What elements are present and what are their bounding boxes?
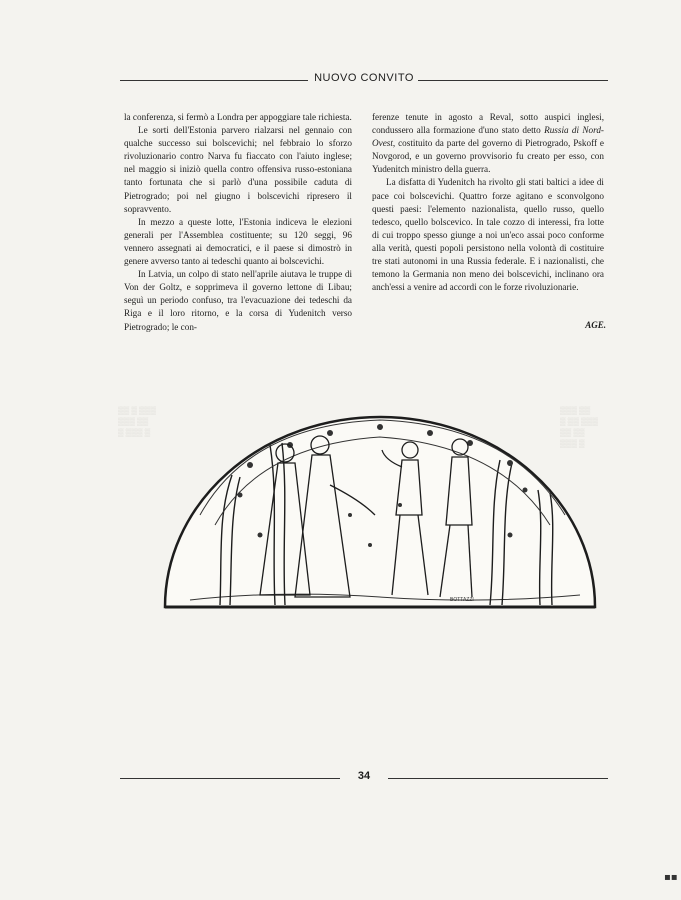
show-through-text: ▒▒▒ ▒▒ ▒ ▒▒ ▒▒▒ ▒▒ ▒▒ ▒▒▒ ▒ — [560, 406, 599, 448]
illustrator-signature: BOTTAZZI — [450, 597, 474, 603]
page-number: 34 — [357, 770, 371, 782]
header-rule-left — [120, 80, 308, 81]
show-through-text: ▒▒ ▒ ▒▒▒ ▒▒▒ ▒▒ ▒ ▒▒▒ ▒ — [118, 406, 157, 437]
paragraph: In mezzo a queste lotte, l'Estonia indiceva le elezioni generali per l'Assemblea costituente; su 120 seggi, 96 vennero assegnati ai democratici, e il paese si dimostrò in genere avverso tanto ai tedeschi quanto ai bolscevichi. — [124, 216, 352, 267]
author-signature: AGE. — [585, 320, 606, 330]
italic-term: Russia di Nord-Ovest — [372, 125, 604, 149]
footer-rule-right — [388, 778, 608, 779]
paragraph: la conferenza, si fermò a Londra per appoggiare tale richiesta. — [124, 112, 352, 122]
decorative-illustration — [160, 405, 600, 615]
journal-title: NUOVO CONVITO — [314, 72, 414, 84]
paragraph-text: ferenze tenute in agosto a Reval, sotto auspici inglesi, condussero alla formazione d'uno stato detto — [372, 112, 604, 136]
paragraph: Le sorti dell'Estonia parvero rialzarsi nel gennaio con qualche successo sui bolscevichi; nel febbraio lo sforzo rivoluzionario contro Narva fu fiaccato con l'aiuto inglese; nel maggio si iniziò quella contro offensiva russo-estoniana tanto fortunata che si parlò d'una possibile caduta di Pietrogrado; poi nel giugno i bolscevichi ripresero il sopravvento. — [124, 125, 352, 214]
left-column — [124, 111, 352, 334]
paragraph: La disfatta di Yudenitch ha rivolto gli stati baltici a idee di pace coi bolscevichi. Quattro forze agitano e sconvolgono questi paesi: l'elemento nazionalista, quello russo, quello tedesco, quello bolscevico. In tale cozzo di interessi, fra lotte di cui troppo spesso giunge a noi un'eco assai poco conforme alla verità, questi popoli persistono nella volontà di costituire tre stati autonomi in una Russia federale. E i nazionalisti, che temono la Germania non meno dei bolscevichi, inclinano ora anch'essi a venire ad accordi con le forze rivoluzionarie. — [372, 177, 604, 293]
paragraph — [372, 111, 604, 176]
page-footer — [120, 768, 608, 788]
paragraph-text: , costituito da parte del governo di Pietrogrado, Pskoff e Novgorod, e un governo provvisorio fu creato per esso, con Yudenitch ministro della guerra. — [372, 138, 604, 175]
running-header — [120, 70, 608, 90]
scan-mark: ▪▪ — [664, 872, 678, 883]
right-column — [372, 111, 604, 294]
header-rule-right — [418, 80, 608, 81]
paragraph: In Latvia, un colpo di stato nell'aprile aiutava le truppe di Von der Goltz, e sopprimeva il governo lettone di Libau; seguì un periodo confuso, tra l'evacuazione dei tedeschi da Riga e il loro ritorno, e la corsa di Yudenitch verso Pietrogrado; le con- — [124, 269, 352, 332]
footer-rule-left — [120, 778, 340, 779]
